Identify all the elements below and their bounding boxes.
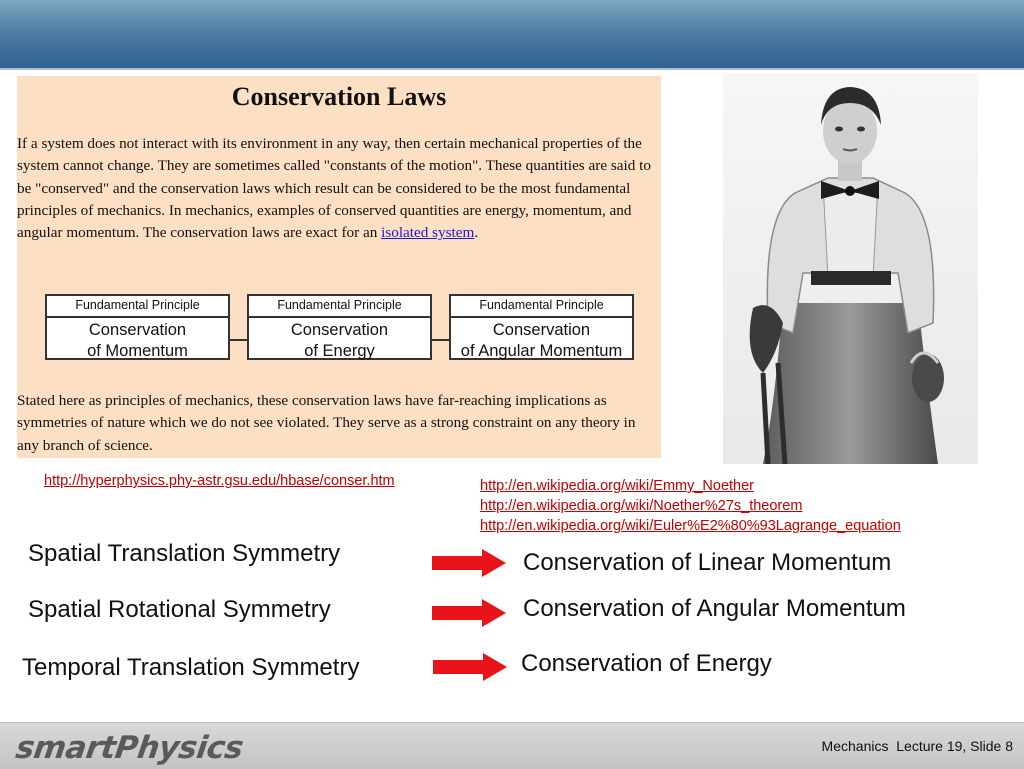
portrait-illustration — [723, 73, 978, 464]
wiki-theorem-link[interactable]: http://en.wikipedia.org/wiki/Noether%27s_theorem — [480, 498, 803, 514]
symmetry-label: Spatial Translation Symmetry — [28, 540, 341, 567]
panel-title: Conservation Laws — [231, 82, 447, 111]
principle-line: of Energy — [304, 342, 375, 360]
right-arrow-icon — [433, 653, 507, 681]
intro-text-end: . — [474, 224, 479, 242]
closing-paragraph: Stated here as principles of mechanics, these conservation laws have far-reaching implications as symmetries of nature which we do not see violated. They serve as a strong constraint on any theory in any branch of science. — [17, 392, 636, 454]
wiki-euler-link[interactable]: http://en.wikipedia.org/wiki/Euler%E2%80%93Lagrange_equation — [480, 518, 901, 534]
principle-line: of Angular Momentum — [460, 342, 623, 360]
principle-header: Fundamental Principle — [249, 296, 430, 318]
header-bar — [0, 0, 1024, 70]
principle-header: Fundamental Principle — [451, 296, 632, 318]
principle-connector — [432, 339, 449, 341]
right-arrow-icon — [432, 549, 506, 577]
principle-line: Conservation — [88, 321, 187, 339]
hyperphysics-link[interactable]: http://hyperphysics.phy-astr.gsu.edu/hbase/conser.htm — [44, 473, 395, 489]
conservation-label: Conservation of Angular Momentum — [523, 595, 906, 622]
principle-body — [451, 318, 632, 362]
principle-line: of Momentum — [87, 342, 188, 360]
wiki-noether-link[interactable]: http://en.wikipedia.org/wiki/Emmy_Noether — [480, 478, 755, 494]
conservation-label: Conservation of Energy — [521, 650, 772, 677]
right-arrow-icon — [432, 599, 506, 627]
isolated-system-link[interactable]: isolated system — [381, 224, 475, 242]
principle-box-energy — [247, 294, 432, 360]
slide-info: Mechanics Lecture 19, Slide 8 — [821, 738, 1013, 754]
principle-line: Conservation — [492, 321, 591, 339]
principle-box-angular — [449, 294, 634, 360]
principle-body — [249, 318, 430, 362]
noether-portrait-photo — [723, 73, 978, 464]
smartphysics-logo: smartPhysics — [13, 730, 246, 766]
principle-line: Conservation — [290, 321, 389, 339]
conservation-label: Conservation of Linear Momentum — [523, 549, 892, 576]
principle-body — [47, 318, 228, 362]
intro-text: If a system does not interact with its environment in any way, then certain mechanical properties of the system cannot change. They are sometimes called "constants of the motion". These quantities are said to be "conserved" and the conservation laws which result can be considered to be the most fundamental principles of mechanics. In mechanics, examples of conserved quantities are energy, momentum, and angular momentum. The conservation laws are exact for an — [17, 135, 651, 242]
intro-paragraph — [17, 133, 657, 244]
symmetry-label: Spatial Rotational Symmetry — [28, 596, 331, 623]
principle-header: Fundamental Principle — [47, 296, 228, 318]
principle-connector — [230, 339, 247, 341]
symmetry-label: Temporal Translation Symmetry — [22, 654, 360, 681]
principle-box-momentum — [45, 294, 230, 360]
conservation-laws-panel — [17, 76, 661, 458]
